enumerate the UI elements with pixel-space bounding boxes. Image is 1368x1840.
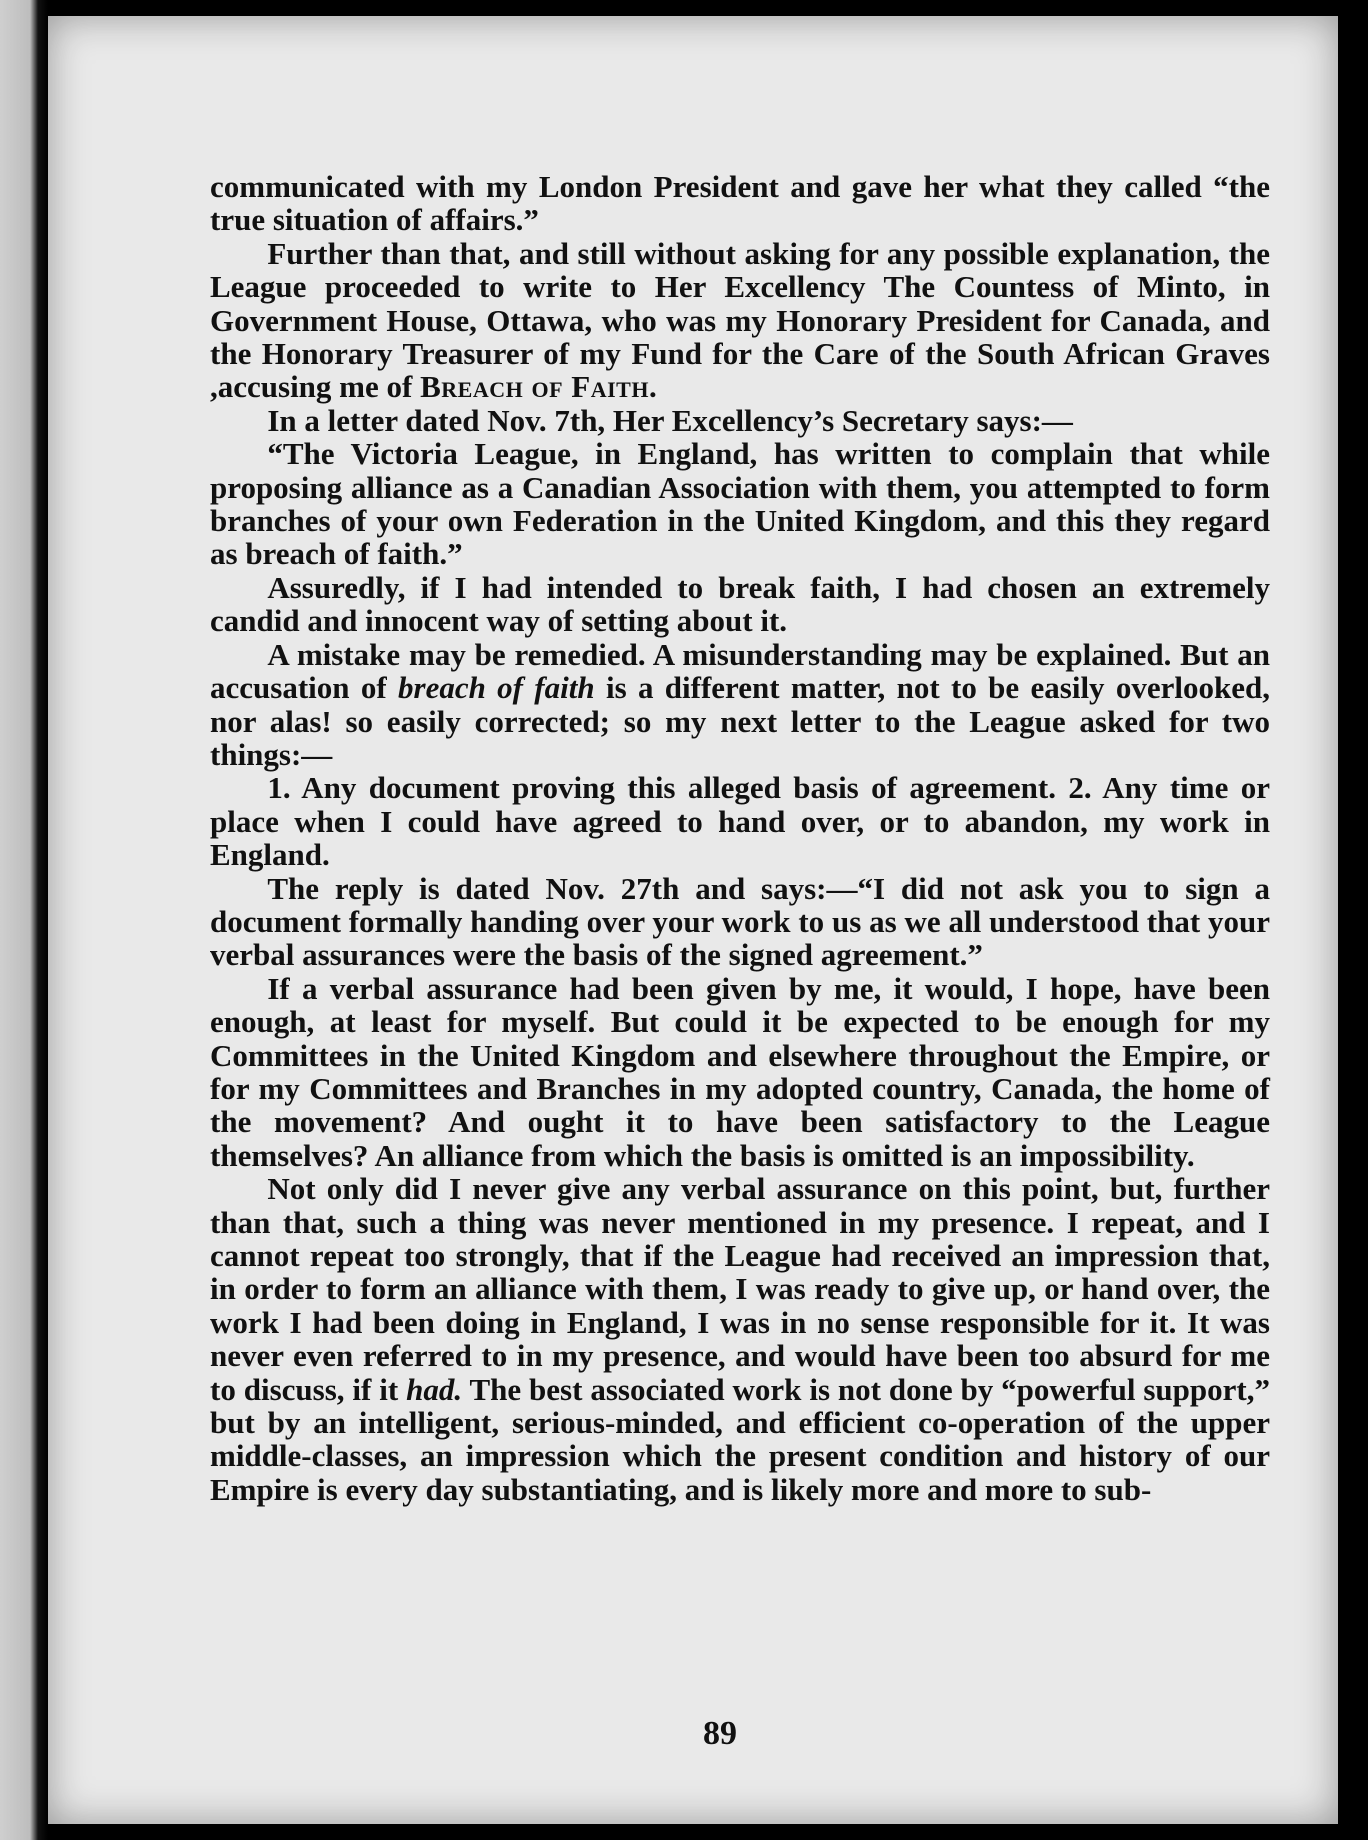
paragraph-2 xyxy=(210,237,1270,404)
paragraph-6 xyxy=(210,638,1270,772)
paragraph-2-end: . xyxy=(648,369,657,405)
paragraph-7-list: 1. Any document proving this alleged basis of agreement. 2. Any time or place when I could have agreed to hand over, or to abandon, my work in England. xyxy=(210,770,1270,873)
paragraph-1: communicated with my London President and gave her what they called “the true situation of affairs.” xyxy=(210,169,1270,238)
body-text xyxy=(210,170,1270,1506)
paragraph-2-text: Further than that, and still without asking for any possible explanation, the League proceeded to write to Her Excellency The Countess of Minto, in Government House, Ottawa, who was my Honorary President for Canada, and the Honorary Treasurer of my Fund for the Care of the South African Graves ,accusing me of xyxy=(210,235,1270,405)
paragraph-9: If a verbal assurance had been given by me, it would, I hope, have been enough, at least for myself. But could it be expected to be enough for my Committees in the United Kingdom and elsewhere throughout the Empire, or for my Committees and Branches in my adopted country, Canada, the home of the movement? And ought it to have been satisfactory to the League themselves? An alliance from which the basis is omitted is an impossibility. xyxy=(210,970,1270,1173)
paragraph-3: In a letter dated Nov. 7th, Her Excellency’s Secretary says:— xyxy=(267,402,1073,438)
paragraph-4-quote: “The Victoria League, in England, has written to complain that while proposing alliance as a Canadian Association with them, you attempted to form branches of your own Federation in the United Kingdom, and this they regard as breach of faith.” xyxy=(210,436,1270,572)
paragraph-10 xyxy=(210,1172,1270,1506)
paragraph-6-text-a: A mistake may be remedied. A misunderstanding may be explained. But an accusation of xyxy=(210,636,1270,706)
paragraph-10-emphasis: had. xyxy=(406,1371,463,1407)
paragraph-10-text-a: Not only did I never give any verbal assurance on this point, but, further than that, such a thing was never mentioned in my presence. I repeat, and I cannot repeat too strongly, that if the League had received an impression that, in order to form an alliance with them, I was ready to give up, or hand over, the work I had been doing in England, I was in no sense responsible for it. It was never even referred to in my presence, and would have been too absurd for me to discuss, if it xyxy=(210,1171,1270,1407)
paragraph-6-text-b: is a different matter, not to be easily overlooked, nor alas! so easily corrected; so my next letter to the League asked for two things:— xyxy=(210,670,1271,772)
paragraph-6-emphasis: breach of faith xyxy=(398,670,595,706)
page-number: 89 xyxy=(703,1715,737,1752)
paragraph-5: Assuredly, if I had intended to break faith, I had chosen an extremely candid and innocent way of setting about it. xyxy=(210,569,1270,639)
binding-edge xyxy=(0,0,48,1840)
paragraph-8: The reply is dated Nov. 27th and says:—“I did not ask you to sign a document formally handing over your work to us as we all understood that your verbal assurances were the basis of the signed agreement.” xyxy=(210,870,1270,973)
breach-of-faith-heading: Breach of Faith xyxy=(420,369,649,405)
paragraph-10-text-b: The best associated work is not done by “powerful support,” but by an intelligent, serious-minded, and efficient co-operation of the upper middle-classes, an impression which the present condition and history of our Empire is every day substantiating, and is likely more and more to sub- xyxy=(210,1371,1270,1507)
